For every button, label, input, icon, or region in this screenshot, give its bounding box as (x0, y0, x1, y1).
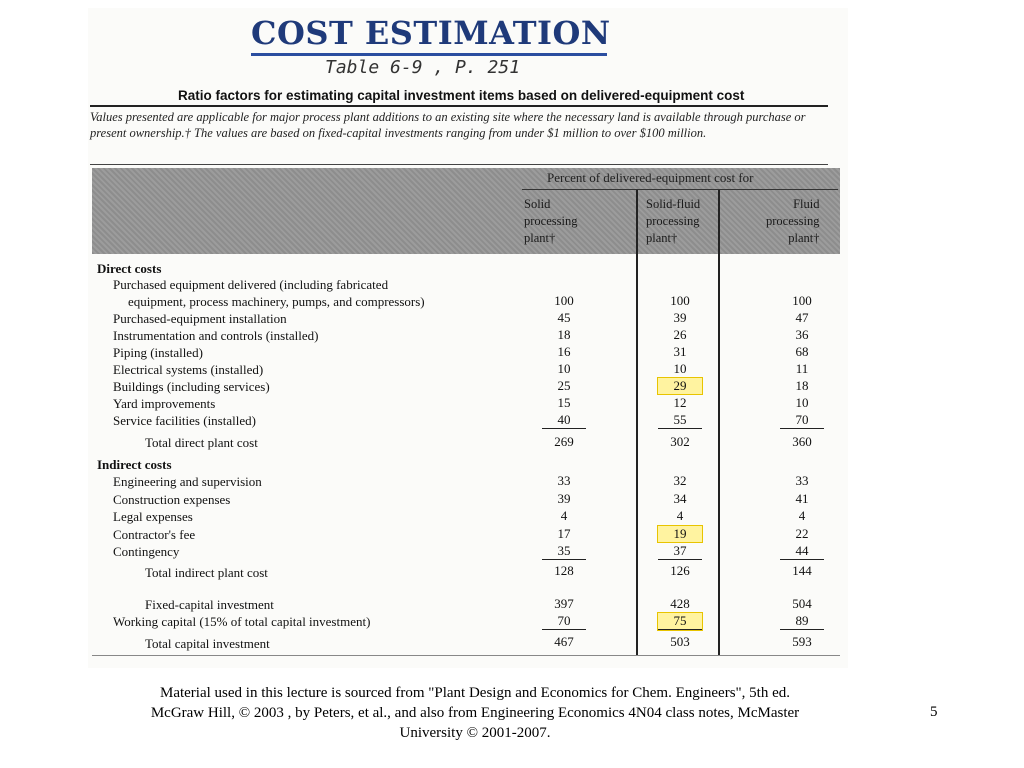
total-indirect-label: Total indirect plant cost (145, 565, 268, 580)
cell-solid-fluid: 29 (658, 378, 702, 394)
cell-fluid: 18 (795, 378, 809, 393)
total-capital-label: Total capital investment (145, 636, 270, 651)
source-citation (30, 683, 920, 743)
fixed-capital-solid: 397 (554, 596, 574, 611)
citation-line-1: Material used in this lecture is sourced from "Plant Design and Economics for Chem. Engineers", 5th ed. (159, 685, 790, 701)
row-label: Instrumentation and controls (installed) (113, 328, 319, 343)
cell-fluid: 11 (795, 361, 809, 376)
total-direct-fluid: 360 (792, 434, 812, 449)
cell-fluid: 22 (795, 525, 809, 541)
fixed-capital-solid-fluid: 428 (670, 596, 690, 611)
citation-line-3: University © 2001-2007. (399, 725, 551, 741)
row-label: Purchased equipment delivered (including fabricated (113, 277, 389, 292)
table-top-rule (90, 105, 828, 107)
total-indirect-solid: 128 (554, 563, 574, 578)
title-underline (251, 53, 607, 56)
total-capital-solid-fluid: 503 (670, 634, 690, 649)
cell-fluid: 68 (795, 344, 809, 359)
row-label: Legal expenses (113, 509, 193, 524)
working-capital-solid: 70 (542, 613, 586, 630)
cell-solid-fluid: 31 (673, 344, 687, 359)
table-bottom-rule (92, 655, 840, 656)
cell-solid-fluid: 32 (673, 473, 687, 488)
cell-solid-fluid: 10 (673, 361, 687, 376)
cell-solid: 35 (542, 543, 586, 560)
row-label: Contractor's fee (113, 526, 196, 542)
cell-fluid: 47 (795, 310, 809, 325)
cell-fluid: 100 (792, 293, 812, 308)
total-capital-fluid: 593 (792, 634, 812, 649)
cell-fluid: 4 (798, 508, 806, 523)
section-direct-costs: Direct costs (97, 261, 162, 276)
working-capital-solid-fluid: 75 (658, 613, 702, 630)
cell-solid: 16 (557, 344, 571, 359)
cell-solid: 10 (557, 361, 571, 376)
cell-solid-fluid: 19 (658, 526, 702, 542)
cell-solid-fluid: 4 (676, 508, 684, 523)
table-intro: Values presented are applicable for major process plant additions to an existing site where the necessary land is available through purchase or present ownership.† The values are based on fixed-capital investments ranging from under $1 million to over $100 million. (90, 110, 806, 140)
row-label: Construction expenses (113, 491, 231, 507)
cell-fluid: 33 (795, 473, 809, 488)
total-capital-solid: 467 (554, 634, 574, 649)
row-label: Piping (installed) (113, 345, 203, 360)
total-direct-solid-fluid: 302 (670, 434, 690, 449)
handwritten-reference: Table 6-9 , P. 251 (325, 57, 521, 78)
section-indirect-costs: Indirect costs (97, 457, 172, 472)
total-indirect-solid-fluid: 126 (670, 563, 690, 578)
fixed-capital-fluid: 504 (792, 596, 812, 611)
column-divider-right (718, 190, 720, 656)
intro-bottom-rule (90, 164, 828, 165)
cell-fluid: 10 (795, 395, 809, 410)
row-label: Service facilities (installed) (113, 413, 256, 428)
cell-solid: 100 (554, 293, 574, 308)
column-divider-left (636, 190, 638, 656)
cell-solid: 17 (557, 525, 571, 541)
cell-solid-fluid: 37 (658, 543, 702, 560)
row-label: equipment, process machinery, pumps, and compressors) (128, 294, 425, 309)
cell-solid: 45 (557, 310, 571, 325)
cell-solid: 18 (557, 327, 571, 342)
cell-solid: 25 (557, 378, 571, 393)
row-label: Electrical systems (installed) (113, 362, 264, 377)
slide-title: COST ESTIMATION (251, 14, 611, 52)
header-solid-fluid-plant: Solid-fluid processing plant† (646, 197, 701, 245)
cell-solid: 39 (557, 490, 571, 506)
cell-solid: 33 (557, 473, 571, 488)
cell-fluid: 41 (795, 490, 809, 506)
cell-solid-fluid: 39 (673, 310, 687, 325)
cell-solid: 40 (542, 412, 586, 429)
cell-solid-fluid: 12 (673, 395, 687, 410)
cell-solid-fluid: 55 (658, 412, 702, 429)
total-indirect-fluid: 144 (792, 563, 812, 578)
total-direct-label: Total direct plant cost (145, 435, 258, 450)
row-label: Yard improvements (113, 396, 216, 411)
total-direct-solid: 269 (554, 434, 574, 449)
header-solid-plant: Solid processing plant† (524, 197, 578, 245)
row-label: Buildings (including services) (113, 379, 270, 394)
citation-line-2: McGraw Hill, © 2003 , by Peters, et al., and also from Engineering Economics 4N04 class notes, McMaster (150, 705, 800, 721)
row-label: Purchased-equipment installation (113, 311, 287, 326)
cell-solid-fluid: 100 (670, 293, 690, 308)
header-fluid-plant: Fluid processing plant† (766, 197, 820, 245)
working-capital-label: Working capital (15% of total capital investment) (113, 614, 371, 629)
page-number: 5 (930, 704, 938, 720)
header-group-label: Percent of delivered-equipment cost for (547, 170, 754, 185)
cell-fluid: 70 (780, 412, 824, 429)
cell-solid-fluid: 26 (673, 327, 687, 342)
table-title: Ratio factors for estimating capital investment items based on delivered-equipment cost (178, 88, 745, 103)
row-label: Engineering and supervision (113, 474, 262, 489)
cell-fluid: 36 (795, 327, 809, 342)
cell-solid-fluid: 34 (673, 490, 687, 506)
cell-solid: 4 (560, 508, 568, 523)
fixed-capital-label: Fixed-capital investment (145, 597, 274, 612)
row-label: Contingency (113, 544, 180, 559)
working-capital-fluid: 89 (780, 613, 824, 630)
cell-fluid: 44 (780, 543, 824, 560)
cell-solid: 15 (557, 395, 571, 410)
